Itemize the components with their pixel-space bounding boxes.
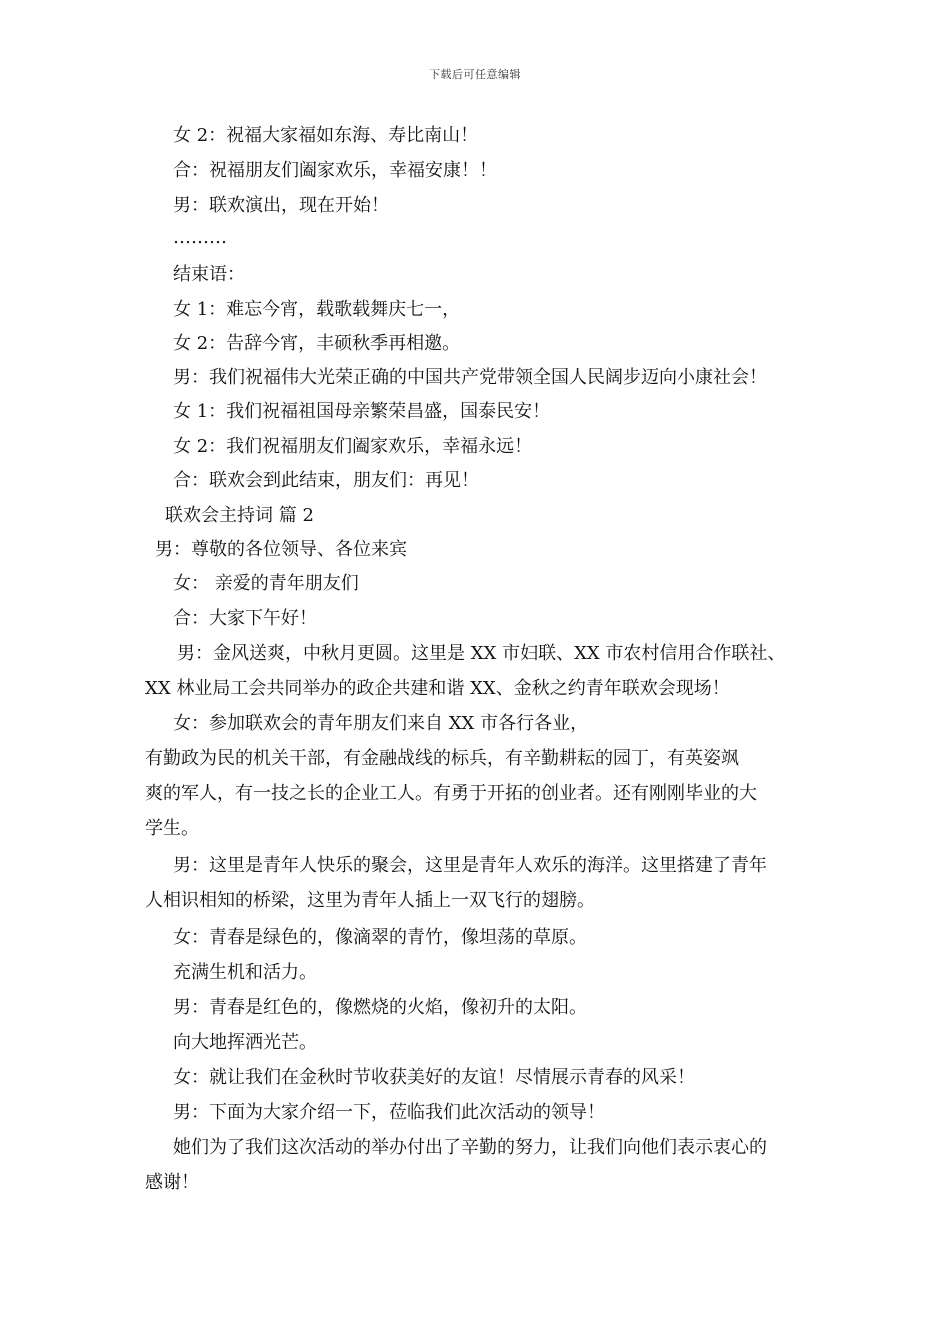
text-line: 人相识相知的桥梁，这里为青年人插上一双飞行的翅膀。: [145, 890, 595, 911]
text-line: 女：参加联欢会的青年朋友们来自 XX 市各行各业，: [173, 713, 589, 734]
text-line: 她们为了我们这次活动的举办付出了辛勤的努力，让我们向他们表示衷心的: [173, 1137, 767, 1158]
text-line: 女 1：我们祝福祖国母亲繁荣昌盛，国泰民安！: [173, 401, 551, 422]
text-line: 感谢！: [145, 1172, 199, 1193]
text-line: 男：青春是红色的，像燃烧的火焰，像初升的太阳。: [173, 997, 587, 1018]
text-line: 女 2：祝福大家福如东海、寿比南山！: [173, 125, 479, 146]
text-line: 结束语：: [173, 264, 245, 285]
text-line: 有勤政为民的机关干部，有金融战线的标兵，有辛勤耕耘的园丁，有英姿飒: [145, 748, 739, 769]
text-line: 充满生机和活力。: [173, 962, 317, 983]
text-line: 女 1：难忘今宵，载歌载舞庆七一，: [173, 299, 461, 320]
text-line: 女：就让我们在金秋时节收获美好的友谊！尽情展示青春的风采！: [173, 1067, 695, 1088]
text-line: 男：这里是青年人快乐的聚会，这里是青年人欢乐的海洋。这里搭建了青年: [173, 855, 767, 876]
text-line: ………: [173, 227, 227, 248]
text-line: 爽的军人，有一技之长的企业工人。有勇于开拓的创业者。还有刚刚毕业的大: [145, 783, 757, 804]
text-line: 学生。: [145, 818, 199, 839]
text-line: 合：联欢会到此结束，朋友们：再见！: [173, 470, 479, 491]
text-line: 合：祝福朋友们阖家欢乐，幸福安康！！: [173, 160, 497, 181]
text-line: 女 2：告辞今宵，丰硕秋季再相邀。: [173, 333, 461, 354]
text-line: 女 2：我们祝福朋友们阖家欢乐，幸福永远！: [173, 436, 533, 457]
text-line: XX 林业局工会共同举办的政企共建和谐 XX、金秋之约青年联欢会现场！: [145, 678, 730, 699]
page-header: 下载后可任意编辑: [429, 68, 521, 81]
text-line: 向大地挥洒光芒。: [173, 1032, 317, 1053]
text-line: 男：尊敬的各位领导、各位来宾: [155, 539, 407, 560]
text-line: 女：青春是绿色的，像滴翠的青竹，像坦荡的草原。: [173, 927, 587, 948]
text-line: 合：大家下午好！: [173, 608, 317, 629]
text-line: 男：我们祝福伟大光荣正确的中国共产党带领全国人民阔步迈向小康社会！: [173, 367, 767, 388]
section-heading: 联欢会主持词 篇 2: [165, 505, 314, 526]
text-line: 男：联欢演出，现在开始！: [173, 195, 389, 216]
text-line: 女： 亲爱的青年朋友们: [173, 573, 359, 594]
text-line: 男：下面为大家介绍一下，莅临我们此次活动的领导！: [173, 1102, 605, 1123]
text-line: 男：金风送爽，中秋月更圆。这里是 XX 市妇联、XX 市农村信用合作联社、: [177, 643, 786, 664]
